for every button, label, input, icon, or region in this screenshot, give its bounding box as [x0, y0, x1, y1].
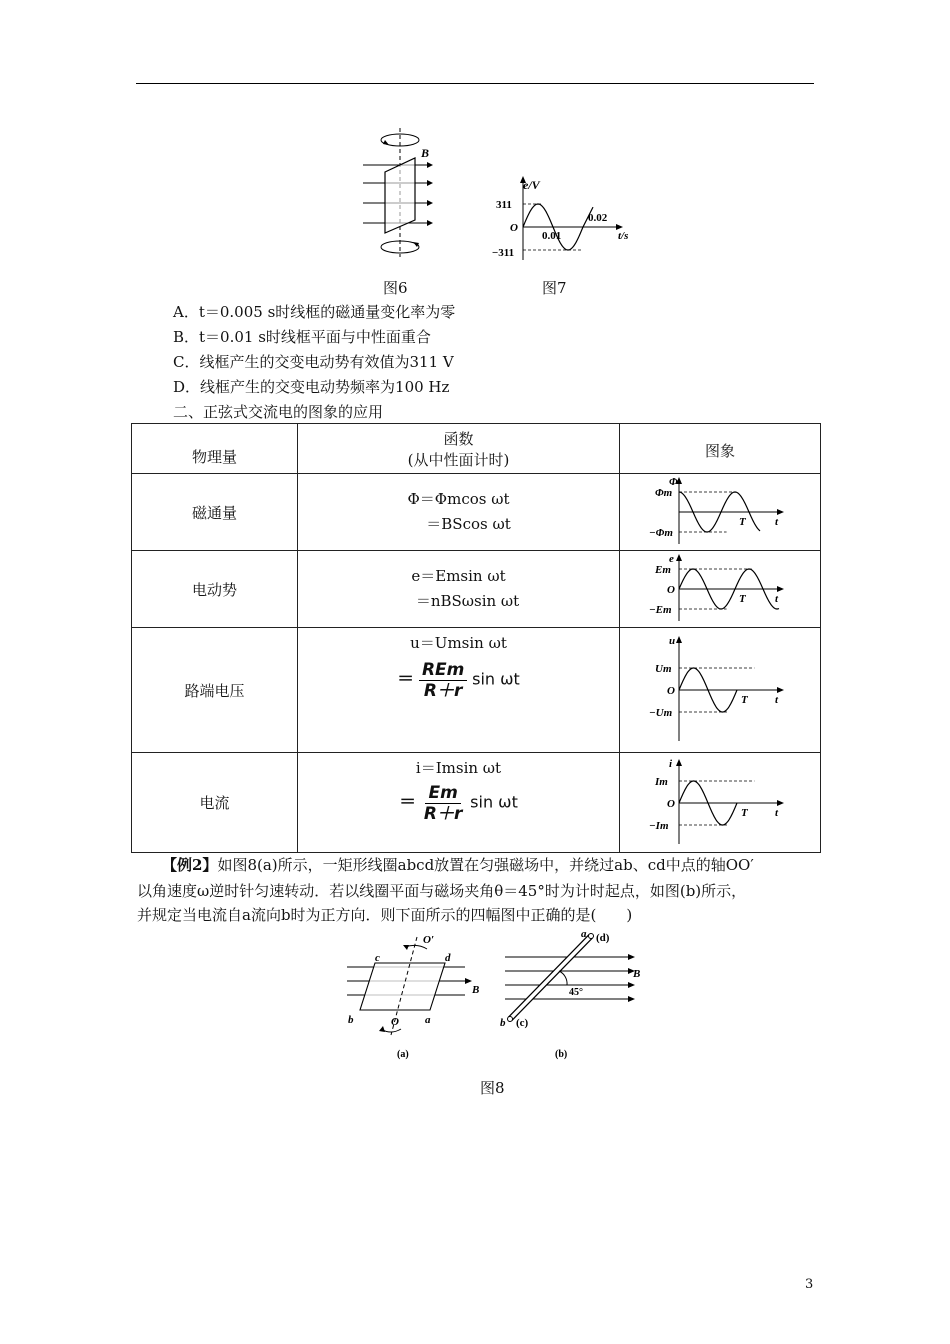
row-function-line2: ＝nBSωsin ωt: [415, 592, 520, 610]
graph-label-T: T: [739, 516, 746, 528]
section-title: 二、正弦式交流电的图象的应用: [173, 403, 384, 421]
header-rule: [136, 83, 814, 84]
graph-label-O: O: [667, 797, 675, 810]
fig8-caption: 图8: [480, 1079, 505, 1097]
graph-label-t: t: [775, 806, 779, 819]
graph-label-max: Im: [655, 775, 668, 788]
figure-8a: [347, 934, 479, 1060]
fraction-tail: sin ωt: [470, 792, 518, 812]
table-row: [132, 474, 821, 551]
row-graph: [620, 551, 821, 628]
page-number: 3: [805, 1277, 814, 1292]
graph-label-T: T: [741, 806, 748, 819]
graph-label-min: −Φm: [649, 527, 673, 539]
fig8a-d: d: [445, 952, 451, 964]
table-row: [132, 628, 821, 753]
header-graph: 图象: [620, 424, 821, 474]
fig8a-c: c: [375, 952, 380, 964]
option-a: A．t＝0.005 s时线框的磁通量变化率为零: [173, 303, 456, 321]
row-quantity: 电流: [132, 753, 298, 853]
fraction-tail: sin ωt: [472, 669, 520, 689]
flux-graph: [645, 474, 795, 546]
ac-formula-table: [131, 423, 821, 853]
row-function-fraction: ＝ $\frac{Em}{R+r}$ sin ωt: [399, 783, 518, 824]
graph-label-t: t: [775, 593, 779, 605]
row-function-line1: u＝Umsin ωt: [410, 634, 507, 652]
option-c: C．线框产生的交变电动势有效值为311 V: [173, 353, 454, 371]
graph-label-max: Φm: [655, 487, 673, 499]
fig6-caption: 图6: [383, 279, 408, 297]
row-function: [298, 753, 620, 853]
header-function-line1: 函数: [443, 429, 474, 448]
option-d: D．线框产生的交变电动势频率为100 Hz: [173, 378, 450, 396]
row-quantity: 电动势: [132, 551, 298, 628]
header-quantity: 物理量: [132, 424, 298, 474]
fig8a-a: a: [425, 1014, 431, 1026]
fraction-numerator: REm: [419, 660, 467, 681]
fraction-denominator: R＋r: [423, 681, 463, 701]
fig8b-d: (d): [596, 932, 610, 944]
fraction-numerator: Em: [425, 783, 460, 804]
figure-6-coil-diagram: [355, 125, 445, 260]
fig7-origin: O: [510, 222, 518, 234]
row-function-fraction: ＝ $\frac{\text{REm}}{R+r}$ sin ωt: [397, 660, 520, 701]
figure-7-emf-graph: [490, 175, 640, 265]
graph-label-max: Um: [655, 663, 672, 675]
fig7-ymax: 311: [496, 199, 512, 211]
row-function-line1: e＝Emsin ωt: [411, 567, 506, 585]
graph-label-min: −Im: [649, 819, 669, 832]
row-graph: [620, 628, 821, 753]
fig7-caption: 图7: [542, 279, 567, 297]
fig8b-b-field: B: [633, 968, 641, 980]
fig8b-b: b: [500, 1017, 506, 1029]
example-line-1: 【例2】如图8(a)所示，一矩形线圈abcd放置在匀强磁场中，并绕过ab、cd中点的轴OO′: [162, 856, 754, 874]
graph-label-O: O: [667, 584, 675, 596]
option-b: B．t＝0.01 s时线框平面与中性面重合: [173, 328, 431, 346]
fig6-b-label: B: [421, 146, 430, 160]
graph-label-ylabel: u: [669, 635, 676, 647]
emf-graph: [645, 551, 795, 623]
header-function: [298, 424, 620, 474]
graph-label-min: −Em: [649, 604, 672, 616]
fig7-t1: 0.01: [542, 230, 562, 242]
fig7-xlabel: t/s: [618, 230, 629, 242]
header-function-line2: (从中性面计时): [407, 450, 510, 469]
row-function-line1: i＝Imsin ωt: [415, 759, 502, 777]
graph-label-max: Em: [655, 564, 671, 576]
graph-label-t: t: [775, 516, 779, 528]
fig8b-a: a: [581, 928, 587, 940]
fig8a-oprime: O′: [423, 934, 435, 946]
table-row: [132, 753, 821, 853]
graph-label-O: O: [667, 685, 675, 697]
row-quantity: 路端电压: [132, 628, 298, 753]
fig8a-caption: (a): [397, 1049, 409, 1060]
example-tag: 【例2】: [162, 856, 218, 874]
graph-label-ylabel: e: [669, 553, 674, 565]
figure-8b: [500, 928, 640, 1060]
fig8a-b: b: [348, 1014, 354, 1026]
table-row: [132, 551, 821, 628]
fig8a-b-field: B: [472, 984, 480, 996]
row-function: [298, 628, 620, 753]
graph-label-ylabel: i: [669, 757, 673, 770]
row-function-line2: ＝BScos ωt: [426, 515, 511, 533]
figure-8-diagram: [335, 925, 655, 1065]
fig8b-angle: 45°: [569, 987, 583, 998]
row-graph: [620, 474, 821, 551]
current-graph: [645, 756, 795, 846]
graph-label-T: T: [741, 694, 748, 706]
fig8a-o: O: [391, 1016, 399, 1028]
row-function-line1: Φ＝Φmcos ωt: [407, 490, 510, 508]
fig8b-caption: (b): [555, 1049, 568, 1060]
voltage-graph: [645, 633, 795, 743]
fig7-t2: 0.02: [588, 212, 608, 224]
row-function: [298, 474, 620, 551]
fig7-ymin: −311: [492, 247, 515, 259]
fig8b-c: (c): [516, 1017, 529, 1029]
graph-label-ylabel: Φ: [669, 476, 678, 488]
row-function: [298, 551, 620, 628]
fraction-denominator: R＋r: [423, 804, 463, 824]
graph-label-min: −Um: [649, 707, 673, 719]
graph-label-T: T: [739, 593, 746, 605]
graph-label-t: t: [775, 694, 779, 706]
fig7-ylabel: e/V: [523, 178, 540, 192]
row-quantity: 磁通量: [132, 474, 298, 551]
row-graph: [620, 753, 821, 853]
example-line-2: 以角速度ω逆时针匀速转动．若以线圈平面与磁场夹角θ＝45°时为计时起点，如图(b)所示，: [137, 882, 747, 900]
example-line-3: 并规定当电流自a流向b时为正方向．则下面所示的四幅图中正确的是( ): [137, 906, 633, 924]
